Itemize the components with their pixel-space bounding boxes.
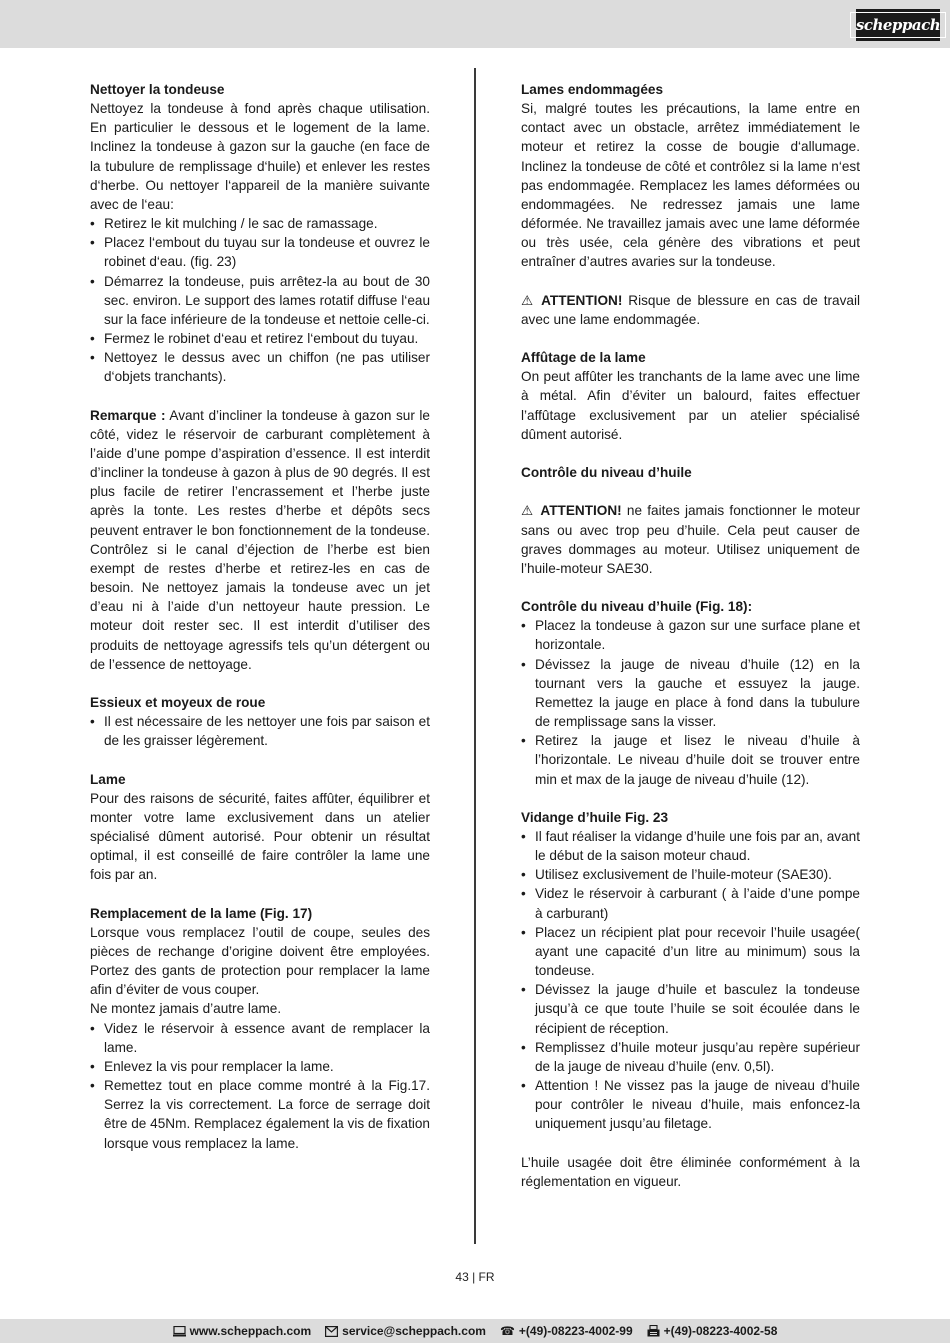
section-used-oil <box>521 1153 860 1191</box>
paragraph: Si, malgré toutes les précautions, la lame entre en contact avec un obstacle, arrêtez immédiatement le moteur et retirez la cosse de bougie d‘allumage. Inclinez la tondeuse de côté et contrôlez si la lame n‘est pas endommagée. Remplacez les lames déformées ou endommagées. Ne redressez jamais une lame déformée. Ne travaillez jamais avec une lame déformée ou très usée, cela génère des vibrations et peut entraîner d’autres avaries sur la tondeuse. <box>521 101 860 270</box>
paragraph: L’huile usagée doit être éliminée conformément à la réglementation en vigueur. <box>521 1154 860 1189</box>
list-item: • Attention ! Ne vissez pas la jauge de niveau d’huile pour contrôler le niveau d’huile, mais enfoncez-la uniquement jusqu’au filetage. <box>521 1076 860 1133</box>
paragraph <box>521 291 860 329</box>
paragraph: On peut affûter les tranchants de la lame avec une lime à métal. Afin d’éviter un balourd, faites effectuer l’affûtage exclusivement par un atelier spécialisé dûment autorisé. <box>521 369 860 442</box>
page-number: 43 | FR <box>455 1270 495 1284</box>
header-bar <box>0 0 950 48</box>
footer-web[interactable] <box>173 1324 312 1338</box>
footer-fax[interactable] <box>647 1324 778 1338</box>
footer-bar <box>0 1319 950 1343</box>
section-axles <box>90 693 430 750</box>
section-title: Nettoyer la tondeuse <box>90 82 225 97</box>
list-item: • Remettez tout en place comme montré à la Fig.17. Serrez la vis correctement. La force de serrage doit être de 45Nm. Remplacez également la vis de fixation lorsque vous remplacez la lame. <box>90 1076 430 1153</box>
section-warning-blade <box>521 291 860 329</box>
paragraph: Pour des raisons de sécurité, faites affûter, équilibrer et monter votre lame exclusivement dans un atelier spécialisé dûment autorisé. Pour obtenir un résultat optimal, il est conseillé de faire contrôler la lame une fois par an. <box>90 790 430 883</box>
footer-phone[interactable] <box>500 1324 633 1338</box>
list-item: • Dévissez la jauge d’huile et basculez la tondeuse jusqu’à ce que toute l’huile se soit écoulée dans le récipient de réception. <box>521 980 860 1037</box>
section-title: Contrôle du niveau d’huile (Fig. 18): <box>521 599 753 615</box>
paragraph: Lorsque vous remplacez l’outil de coupe, seules des pièces de rechange d’origine doivent être employées. Portez des gants de protection pour remplacer la lame afin d’éviter de vous couper. <box>90 924 430 998</box>
list-item: • Retirez le kit mulching / le sac de ramassage. <box>90 214 430 233</box>
list-item: • Remplissez d’huile moteur jusqu’au repère supérieur de la jauge de niveau d’huile (env. 0,5l). <box>521 1038 860 1076</box>
brand-logo <box>856 9 940 41</box>
paragraph: Nettoyez la tondeuse à fond après chaque utilisation. En particulier le dessous et le logement de la lame. Inclinez la tondeuse à gazon sur la gauche (en face de la tubulure de remplissage d‘huile) et enlever les restes d‘herbe. Ou nettoyer l‘appareil de la manière suivante avec de l‘eau: <box>90 101 430 212</box>
footer-fax-text: +(49)-08223-4002-58 <box>663 1324 778 1338</box>
footer-email[interactable] <box>325 1324 486 1338</box>
warning-text: ne faites jamais fonctionner le moteur sans ou avec trop peu d’huile. Cela peut causer de graves dommages au moteur. Utilisez uniquement de l’huile-moteur SAE30. <box>521 503 860 576</box>
section-blade <box>90 770 430 885</box>
bullet-list <box>521 616 860 788</box>
brand-logo-text: scheppach <box>850 12 946 38</box>
footer-email-text: service@scheppach.com <box>342 1324 486 1338</box>
section-oil-level <box>521 597 860 789</box>
list-item: • Utilisez exclusivement de l’huile-moteur (SAE30). <box>521 865 860 884</box>
section-sharpening <box>521 348 860 444</box>
list-item: • Dévissez la jauge de niveau d’huile (12) en la tournant vers la gauche et essuyez la jauge. Remettez la jauge en place à fond dans la tubulure de remplissage sans la visser. <box>521 655 860 732</box>
mail-icon <box>325 1326 338 1337</box>
section-note <box>90 406 430 674</box>
warning-icon: ⚠ <box>521 292 534 308</box>
section-warning-oil <box>521 501 860 578</box>
section-title: Affûtage de la lame <box>521 350 646 366</box>
section-title: Lame <box>90 771 126 787</box>
list-item: • Videz le réservoir à essence avant de remplacer la lame. <box>90 1019 430 1057</box>
section-oil-change <box>521 808 860 1134</box>
section-title: Contrôle du niveau d’huile <box>521 465 692 481</box>
bullet-list <box>90 1019 430 1153</box>
list-item: • Il est nécessaire de les nettoyer une fois par saison et de les graisser légèrement. <box>90 712 430 750</box>
paragraph <box>521 501 860 578</box>
bullet-list <box>90 214 430 386</box>
computer-icon <box>173 1326 186 1337</box>
list-item: • Retirez la jauge et lisez le niveau d’huile à l’horizontale. Le niveau d’huile doit se trouver entre min et max de la jauge de niveau d’huile (12). <box>521 731 860 788</box>
paragraph <box>90 406 430 674</box>
right-column <box>521 80 860 1210</box>
phone-icon: ☎ <box>499 1324 515 1338</box>
list-item: • Il faut réaliser la vidange d’huile une fois par an, avant le début de la saison moteur chaud. <box>521 827 860 865</box>
footer-phone-text: +(49)-08223-4002-99 <box>518 1324 633 1338</box>
section-title: Vidange d’huile Fig. 23 <box>521 809 669 825</box>
list-item: • Enlevez la vis pour remplacer la lame. <box>90 1057 430 1076</box>
warning-label: ATTENTION! <box>541 292 623 308</box>
section-blade-replacement <box>90 904 430 1153</box>
paragraph: Ne montez jamais d’autre lame. <box>90 1001 282 1017</box>
column-divider <box>474 68 476 1244</box>
section-title: Remplacement de la lame (Fig. 17) <box>90 905 313 921</box>
section-damaged-blades <box>521 80 860 272</box>
footer-web-text: www.scheppach.com <box>189 1324 312 1338</box>
list-item: • Démarrez la tondeuse, puis arrêtez-la au bout de 30 sec. environ. Le support des lames rotatif diffuse l‘eau sur la face inférieure de la tondeuse et nettoie celle-ci. <box>90 272 430 329</box>
bullet-list <box>90 712 430 750</box>
list-item: • Placez un récipient plat pour recevoir l’huile usagée( ayant une capacité d’un litre au minimum) sous la tondeuse. <box>521 923 860 980</box>
section-title: Essieux et moyeux de roue <box>90 694 266 710</box>
bullet-list <box>521 827 860 1134</box>
note-label: Remarque : <box>90 407 166 423</box>
section-cleaning <box>90 80 430 387</box>
left-column <box>90 80 430 1172</box>
fax-icon <box>647 1325 660 1337</box>
list-item: • Nettoyez le dessus avec un chiffon (ne pas utiliser d‘objets tranchants). <box>90 348 430 386</box>
warning-icon: ⚠ <box>521 503 534 519</box>
note-text: Avant d’incliner la tondeuse à gazon sur le côté, videz le réservoir de carburant complètement à l’aide d’une pompe d’aspiration d’essence. Il est interdit d’incliner la tondeuse à gazon à plus de 90 degrés. Il est plus facile de retirer l’encrassement et l’herbe juste après la tonte. Les restes d’herbe et dépôts secs peuvent entraver le bon fonctionnement de la tondeuse. Contrôlez si le canal d’éjection de l’herbe est bien exempt de restes d’herbe et retirez-les en cas de besoin. Ne nettoyez jamais la tondeuse avec un jet d’eau ni à l’aide d’un nettoyeur haute pression. Le moteur doit rester sec. Il est interdit d’utiliser des produits de nettoyage agressifs tels qu’un détergent ou de l’essence de nettoyage. <box>90 407 430 672</box>
section-title: Lames endommagées <box>521 82 664 97</box>
list-item: • Placez l‘embout du tuyau sur la tondeuse et ouvrez le robinet d‘eau. (fig. 23) <box>90 233 430 271</box>
warning-text: Risque de blessure en cas de travail avec une lame endommagée. <box>521 292 861 327</box>
warning-label: ATTENTION! <box>540 503 622 519</box>
section-oil-check-heading <box>521 463 860 482</box>
list-item: • Videz le réservoir à carburant ( à l’aide d’une pompe à carburant) <box>521 884 860 922</box>
list-item: • Placez la tondeuse à gazon sur une surface plane et horizontale. <box>521 616 860 654</box>
list-item: • Fermez le robinet d‘eau et retirez l‘embout du tuyau. <box>90 329 430 348</box>
